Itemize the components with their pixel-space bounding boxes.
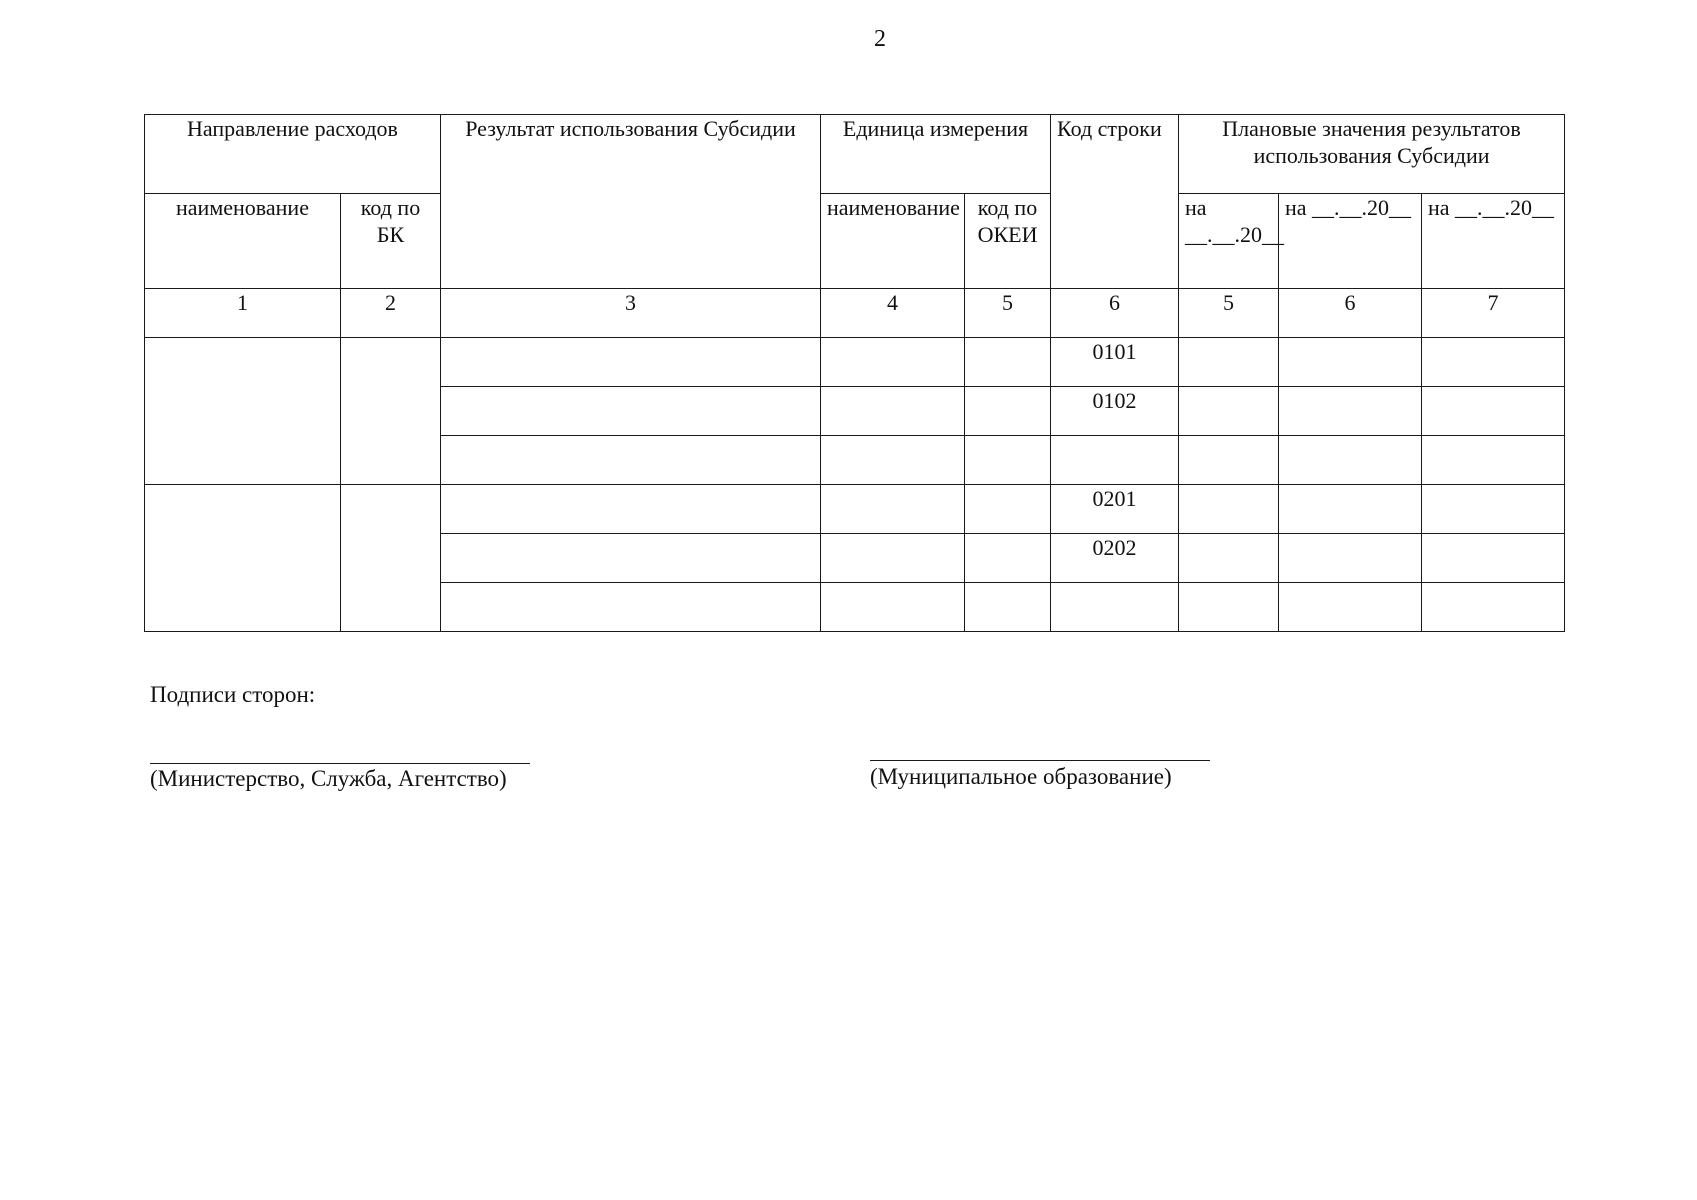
cell-okei bbox=[965, 583, 1051, 632]
header-bk-code: код по БК bbox=[341, 194, 441, 289]
cell-result bbox=[441, 387, 821, 436]
cell-bk-code bbox=[341, 485, 441, 632]
cell-unit-name bbox=[821, 338, 965, 387]
right-signature-line bbox=[870, 760, 1210, 761]
cell-row-code: 0101 bbox=[1051, 338, 1179, 387]
cell-unit-name bbox=[821, 485, 965, 534]
header-row-2 bbox=[145, 194, 1565, 289]
header-date-3: на __.__.20__ bbox=[1422, 194, 1565, 289]
cell-row-code: 0102 bbox=[1051, 387, 1179, 436]
header-row-1 bbox=[145, 115, 1565, 194]
cell-plan-1 bbox=[1179, 583, 1279, 632]
cell-row-code bbox=[1051, 583, 1179, 632]
header-planned-values: Плановые значения результатов использования Субсидии bbox=[1179, 115, 1565, 194]
cell-row-code: 0202 bbox=[1051, 534, 1179, 583]
cell-plan-1 bbox=[1179, 534, 1279, 583]
cell-name bbox=[145, 485, 341, 632]
cell-name bbox=[145, 338, 341, 485]
header-expense-direction: Направление расходов bbox=[145, 115, 441, 194]
header-unit-name: наименование bbox=[821, 194, 965, 289]
right-signature-caption: (Муниципальное образование) bbox=[870, 764, 1172, 789]
column-numbers-row bbox=[145, 289, 1565, 338]
cell-result bbox=[441, 436, 821, 485]
cell-bk-code bbox=[341, 338, 441, 485]
header-date-1: на __.__.20__ bbox=[1179, 194, 1279, 289]
cell-plan-2 bbox=[1279, 338, 1422, 387]
header-row-code: Код строки bbox=[1051, 115, 1179, 289]
header-result: Результат использования Субсидии bbox=[441, 115, 821, 289]
column-number: 7 bbox=[1422, 289, 1565, 338]
left-signature-caption: (Министерство, Служба, Агентство) bbox=[150, 766, 507, 791]
left-signature-line bbox=[150, 763, 530, 764]
cell-unit-name bbox=[821, 534, 965, 583]
subsidy-results-table bbox=[144, 114, 1565, 632]
cell-unit-name bbox=[821, 583, 965, 632]
cell-plan-1 bbox=[1179, 485, 1279, 534]
cell-row-code: 0201 bbox=[1051, 485, 1179, 534]
column-number: 4 bbox=[821, 289, 965, 338]
cell-result bbox=[441, 485, 821, 534]
header-date-2: на __.__.20__ bbox=[1279, 194, 1422, 289]
column-number: 2 bbox=[341, 289, 441, 338]
cell-plan-2 bbox=[1279, 436, 1422, 485]
column-number: 1 bbox=[145, 289, 341, 338]
cell-row-code bbox=[1051, 436, 1179, 485]
cell-okei bbox=[965, 387, 1051, 436]
column-number: 5 bbox=[965, 289, 1051, 338]
cell-plan-3 bbox=[1422, 534, 1565, 583]
header-okei-code: код по ОКЕИ bbox=[965, 194, 1051, 289]
page-number: 2 bbox=[874, 26, 886, 52]
column-number: 3 bbox=[441, 289, 821, 338]
cell-plan-2 bbox=[1279, 387, 1422, 436]
cell-plan-3 bbox=[1422, 387, 1565, 436]
cell-result bbox=[441, 583, 821, 632]
column-number: 6 bbox=[1051, 289, 1179, 338]
header-unit: Единица измерения bbox=[821, 115, 1051, 194]
cell-plan-3 bbox=[1422, 436, 1565, 485]
cell-plan-3 bbox=[1422, 338, 1565, 387]
header-name: наименование bbox=[145, 194, 341, 289]
cell-result bbox=[441, 338, 821, 387]
column-number: 6 bbox=[1279, 289, 1422, 338]
cell-okei bbox=[965, 485, 1051, 534]
cell-plan-3 bbox=[1422, 485, 1565, 534]
cell-okei bbox=[965, 436, 1051, 485]
cell-okei bbox=[965, 338, 1051, 387]
cell-plan-2 bbox=[1279, 583, 1422, 632]
table-row bbox=[145, 338, 1565, 387]
cell-result bbox=[441, 534, 821, 583]
cell-plan-1 bbox=[1179, 338, 1279, 387]
cell-plan-3 bbox=[1422, 583, 1565, 632]
cell-unit-name bbox=[821, 387, 965, 436]
cell-plan-2 bbox=[1279, 485, 1422, 534]
cell-unit-name bbox=[821, 436, 965, 485]
column-number: 5 bbox=[1179, 289, 1279, 338]
cell-plan-2 bbox=[1279, 534, 1422, 583]
signatures-title: Подписи сторон: bbox=[150, 682, 316, 707]
cell-plan-1 bbox=[1179, 436, 1279, 485]
cell-okei bbox=[965, 534, 1051, 583]
table-row bbox=[145, 485, 1565, 534]
cell-plan-1 bbox=[1179, 387, 1279, 436]
